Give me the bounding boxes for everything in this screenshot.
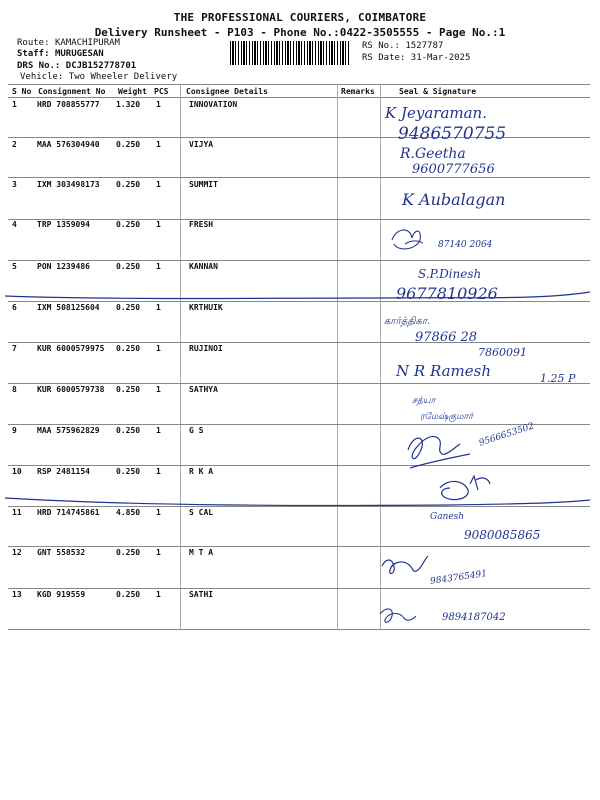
runsheet-subtitle: Delivery Runsheet - P103 - Phone No.:0422-3505555 - Page No.:1 — [94, 26, 506, 39]
row-weight: 0.250 — [116, 467, 141, 476]
row-pcs: 1 — [156, 426, 161, 435]
scribble-signature-row-13 — [380, 609, 416, 622]
row-weight: 0.250 — [116, 180, 141, 189]
row-weight: 0.250 — [116, 548, 141, 557]
col-consignee: Consignee Details — [186, 87, 268, 96]
row-sno: 3 — [12, 180, 17, 189]
scribble-signature-row-10 — [440, 476, 490, 500]
col-weight: Weight — [118, 87, 147, 96]
row-pcs: 1 — [156, 508, 161, 517]
row-weight: 0.250 — [116, 220, 141, 229]
row-consignment-no: MAA 575962829 — [37, 426, 100, 435]
signature-row-3-name: K Aubalagan — [402, 190, 506, 209]
vehicle-value: Two Wheeler Delivery — [68, 72, 178, 82]
signature-row-2-phone: 9600777656 — [412, 162, 495, 177]
row-consignment-no: HRD 714745861 — [37, 508, 100, 517]
rs-date-value: 31-Mar-2025 — [410, 53, 471, 63]
route-label: Route: — [17, 38, 50, 48]
signature-row-7-phone: 7860091 — [478, 346, 527, 359]
row-consignee: G S — [189, 426, 204, 435]
row-pcs: 1 — [156, 467, 161, 476]
row-pcs: 1 — [156, 548, 161, 557]
rs-date-label: RS Date: — [362, 53, 406, 63]
row-sno: 7 — [12, 344, 17, 353]
row-consignee: KANNAN — [189, 262, 218, 271]
row-consignment-no: IXM 303498173 — [37, 180, 100, 189]
col-consignment: Consignment No — [38, 87, 106, 96]
row-consignment-no: KUR 6000579738 — [37, 385, 105, 394]
col-sno: S No — [12, 87, 32, 96]
row-consignment-no: GNT 558532 — [37, 548, 86, 557]
row-sno: 5 — [12, 262, 17, 271]
signature-row-1-phone: 9486570755 — [398, 124, 507, 144]
row-consignee: KRTHUIK — [189, 303, 223, 312]
drs-label: DRS No.: — [17, 61, 61, 71]
row-sno: 12 — [12, 548, 22, 557]
rs-no-value: 1527787 — [405, 41, 444, 51]
row-pcs: 1 — [156, 180, 161, 189]
scribble-signature-row-9 — [408, 436, 470, 468]
row-consignment-no: IXM 508125604 — [37, 303, 100, 312]
pen-line-across-row-10 — [5, 498, 590, 505]
scribble-signature-row-4 — [392, 230, 423, 249]
row-consignment-no: TRP 1359094 — [37, 220, 90, 229]
row-sno: 9 — [12, 426, 17, 435]
row-consignee: INNOVATION — [189, 100, 238, 109]
signature-row-7-time: 1.25 P — [540, 372, 576, 385]
row-consignment-no: HRD 708855777 — [37, 100, 100, 109]
row-sno: 6 — [12, 303, 17, 312]
row-consignment-no: MAA 576304940 — [37, 140, 100, 149]
row-sno: 10 — [12, 467, 22, 476]
row-pcs: 1 — [156, 140, 161, 149]
col-remarks: Remarks — [341, 87, 375, 96]
row-weight: 0.250 — [116, 590, 141, 599]
row-weight: 0.250 — [116, 426, 141, 435]
row-sno: 11 — [12, 508, 22, 517]
signature-row-12-phone: 9843765491 — [429, 569, 488, 587]
row-consignee: S CAL — [189, 508, 214, 517]
signature-row-2-name: R.Geetha — [400, 146, 466, 162]
scribble-signature-row-12 — [382, 556, 428, 573]
row-weight: 0.250 — [116, 344, 141, 353]
row-consignee: VIJYA — [189, 140, 214, 149]
row-consignee: FRESH — [189, 220, 214, 229]
row-sno: 2 — [12, 140, 17, 149]
rs-no-label: RS No.: — [362, 41, 400, 51]
row-consignee: M T A — [189, 548, 214, 557]
staff-label: Staff: — [17, 49, 50, 59]
signature-row-13-phone: 9894187042 — [442, 612, 506, 623]
signature-row-11-phone: 9080085865 — [464, 528, 541, 542]
row-pcs: 1 — [156, 303, 161, 312]
row-sno: 8 — [12, 385, 17, 394]
row-weight: 0.250 — [116, 140, 141, 149]
signature-row-5-phone: 9677810926 — [396, 284, 498, 303]
signature-row-5-name: S.P.Dinesh — [418, 267, 482, 281]
signature-row-6-name: கார்த்திகா. — [384, 316, 431, 327]
row-consignee: R K A — [189, 467, 214, 476]
col-pcs: PCS — [154, 87, 169, 96]
signature-row-9-phone: 9566653502 — [477, 421, 536, 449]
signature-row-1-name: K Jeyaraman. — [385, 104, 487, 122]
row-consignment-no: PON 1239486 — [37, 262, 90, 271]
signature-row-6-phone: 97866 28 — [415, 330, 478, 345]
row-pcs: 1 — [156, 262, 161, 271]
staff-value: MURUGESAN — [54, 49, 104, 59]
row-sno: 1 — [12, 100, 17, 109]
row-consignee: SUMMIT — [189, 180, 218, 189]
signature-row-4-phone: 87140 2064 — [438, 240, 493, 250]
col-seal-signature: Seal & Signature — [399, 87, 477, 96]
route-value: KAMACHIPURAM — [54, 38, 120, 48]
row-weight: 0.250 — [116, 303, 141, 312]
row-pcs: 1 — [156, 385, 161, 394]
row-pcs: 1 — [156, 590, 161, 599]
pen-line-across-row-5 — [5, 292, 590, 299]
signature-row-11-name: Ganesh — [430, 512, 465, 522]
row-consignment-no: KGD 919559 — [37, 590, 86, 599]
document-title: THE PROFESSIONAL COURIERS, COIMBATORE — [173, 11, 427, 24]
row-weight: 4.850 — [116, 508, 141, 517]
row-consignee: SATHI — [189, 590, 214, 599]
row-pcs: 1 — [156, 220, 161, 229]
row-sno: 13 — [12, 590, 22, 599]
signature-row-7-name: N R Ramesh — [396, 362, 491, 380]
row-consignee: RUJINOI — [189, 344, 223, 353]
row-consignment-no: KUR 6000579975 — [37, 344, 105, 353]
vehicle-label: Vehicle: — [20, 72, 64, 82]
row-consignment-no: RSP 2481154 — [37, 467, 90, 476]
drs-value: DCJB152778701 — [65, 61, 137, 71]
row-weight: 0.250 — [116, 385, 141, 394]
signature-row-8-name-2: ரமேஷ்குமார் — [420, 412, 473, 422]
row-sno: 4 — [12, 220, 17, 229]
row-weight: 0.250 — [116, 262, 141, 271]
row-consignee: SATHYA — [189, 385, 218, 394]
row-weight: 1.320 — [116, 100, 141, 109]
row-pcs: 1 — [156, 100, 161, 109]
signature-row-8-name: சத்யா — [412, 396, 436, 406]
row-pcs: 1 — [156, 344, 161, 353]
